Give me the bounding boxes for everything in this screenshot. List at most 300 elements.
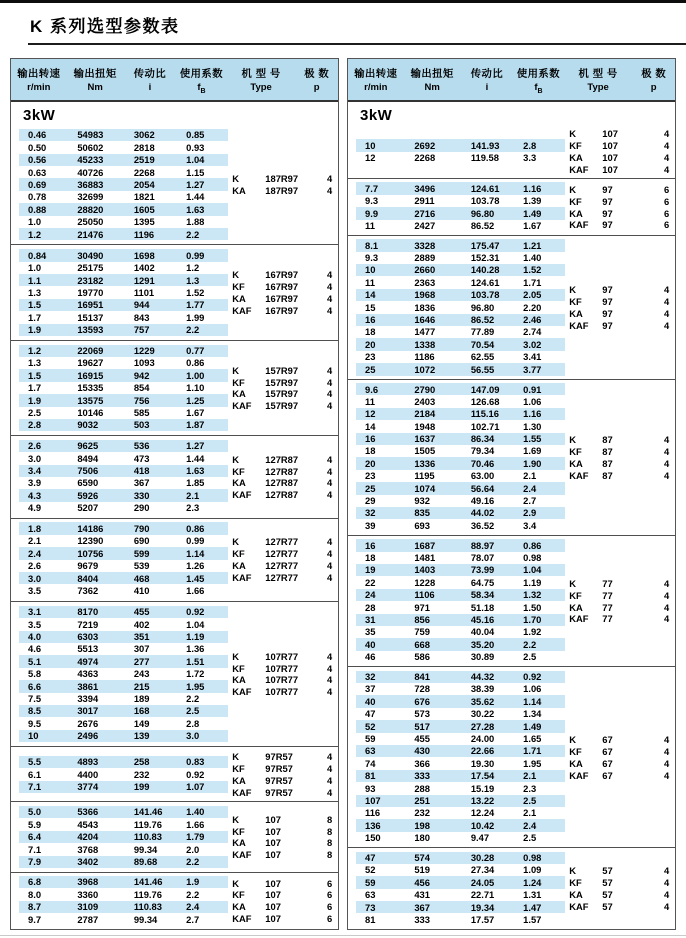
table-row [19,262,228,274]
type-list [565,670,675,844]
output-speed-cell: 11 [365,276,375,288]
table-row [356,482,565,494]
type-row [569,140,675,152]
table-row [356,207,565,219]
type-prefix: KA [232,774,246,786]
ratio-cell: 168 [133,705,150,717]
type-size: 107 [265,889,281,901]
output-speed-cell: 18 [365,552,376,564]
service-factor-cell: 0.99 [186,535,205,547]
table-row [19,522,228,534]
output-speed-cell: 32 [365,507,376,519]
ratio-cell: 99.34 [133,913,158,925]
output-speed-cell: 8.5 [28,705,42,717]
output-torque-cell: 232 [414,807,430,819]
table-row [19,166,228,178]
ratio-cell: 790 [133,522,150,534]
output-torque-cell: 430 [414,745,430,757]
service-factor-cell: 1.47 [523,901,542,913]
output-torque-cell: 1481 [414,552,436,564]
type-poles: 4 [664,589,670,601]
table-row [356,519,565,531]
output-torque-cell: 180 [414,832,430,844]
type-size: 87 [602,434,613,446]
output-torque-cell: 971 [414,601,430,613]
header-type [564,65,633,95]
type-prefix: KA [232,837,246,849]
table-row [19,730,228,742]
output-torque-cell: 676 [414,695,430,707]
type-row [569,446,675,458]
type-prefix: KA [232,901,246,913]
output-speed-cell: 16 [365,314,376,326]
output-torque-cell: 45233 [77,154,104,166]
output-speed-cell: 18 [365,326,376,338]
table-header [348,59,675,102]
header-ratio [461,65,513,95]
output-torque-cell: 15137 [77,311,104,323]
output-torque-cell: 2363 [414,276,436,288]
output-torque-cell: 1186 [414,351,435,363]
type-prefix: KF [569,445,582,457]
output-speed-cell: 1.0 [28,216,42,228]
type-poles: 4 [664,900,670,912]
output-torque-cell: 1836 [414,301,436,313]
ratio-cell: 70.46 [470,457,495,469]
service-factor-cell: 1.67 [523,219,542,231]
type-poles: 4 [664,140,670,152]
output-speed-cell: 2.1 [28,535,42,547]
type-row [569,284,675,296]
table-row [19,299,228,311]
ratio-cell: 44.32 [470,671,495,683]
ratio-cell: 56.55 [470,363,495,375]
type-size: 107 [265,901,281,913]
output-speed-cell: 20 [365,338,376,350]
ratio-cell: 1698 [133,249,155,261]
table-row [356,683,565,695]
type-prefix: K [569,434,577,446]
output-torque-cell: 19627 [77,357,104,369]
type-row [569,319,675,331]
output-speed-cell: 8.0 [28,888,42,900]
ratio-cell: 103.78 [470,195,500,207]
output-speed-cell: 93 [365,782,376,794]
service-factor-cell: 1.70 [523,614,542,626]
type-row [569,900,675,912]
type-row [569,469,675,481]
ratio-cell: 854 [133,382,150,394]
table-row [356,252,565,264]
table-row [19,369,228,381]
type-size: 97 [602,195,613,207]
type-prefix: K [569,865,577,877]
type-poles: 4 [327,453,333,465]
ratio-cell: 35.62 [470,695,495,707]
type-row [569,163,675,175]
output-torque-cell: 517 [414,720,430,732]
type-prefix: KAF [232,786,252,798]
ratio-cell: 367 [133,477,150,489]
ratio-cell: 307 [133,643,150,655]
type-poles: 4 [664,284,670,296]
type-poles: 4 [664,163,670,175]
type-list [565,539,675,663]
ratio-cell: 77.89 [470,326,495,338]
service-factor-cell: 1.2 [186,262,200,274]
output-speed-cell: 2.5 [28,407,42,419]
service-factor-cell: 2.1 [523,807,537,819]
header-ratio-unit: i [485,82,489,93]
type-size: 77 [602,577,613,589]
service-factor-cell: 1.04 [523,564,542,576]
type-size: 67 [602,745,613,757]
type-list [228,128,338,242]
output-speed-cell: 18 [365,445,376,457]
output-torque-cell: 3768 [77,843,99,855]
output-torque-cell: 16915 [77,369,104,381]
type-row [232,877,338,889]
spec-block [348,178,675,235]
type-size: 97 [602,183,613,195]
type-size: 57 [602,900,613,912]
ratio-cell: 51.18 [470,601,495,613]
table-row [19,668,228,680]
spec-block [11,601,338,747]
service-factor-cell: 3.77 [523,363,542,375]
output-torque-cell: 759 [414,626,430,638]
spec-rows [19,128,228,242]
output-torque-cell: 1477 [414,326,436,338]
type-row [569,877,675,889]
ratio-cell: 258 [133,756,150,768]
type-poles: 4 [664,757,670,769]
type-poles: 4 [327,674,333,686]
service-factor-cell: 1.44 [186,452,205,464]
output-torque-cell: 32699 [77,191,104,203]
type-row [232,901,338,913]
output-speed-cell: 3.5 [28,584,42,596]
service-factor-cell: 1.14 [523,695,542,707]
table-row [19,286,228,298]
table-row [356,495,565,507]
table-row [19,216,228,228]
ratio-cell: 38.39 [470,683,495,695]
header-poles [632,65,675,95]
type-poles: 6 [664,219,670,231]
header-output-speed-label: 输出转速 [17,69,61,80]
type-poles: 4 [327,477,333,489]
output-speed-cell: 7.9 [28,856,42,868]
service-factor-cell: 1.72 [186,668,205,680]
type-size: 107 [265,837,281,849]
output-torque-cell: 5513 [77,643,99,655]
type-prefix: KF [232,376,245,388]
type-size: 87 [602,457,613,469]
table-row [19,717,228,729]
ratio-cell: 599 [133,547,150,559]
type-prefix: K [232,364,240,376]
service-factor-cell: 1.52 [186,286,205,298]
service-factor-cell: 1.14 [186,547,205,559]
output-torque-cell: 1948 [414,420,436,432]
output-speed-cell: 0.46 [28,129,47,141]
output-torque-cell: 3360 [77,888,99,900]
output-torque-cell: 4893 [77,756,99,768]
output-speed-cell: 0.69 [28,178,47,190]
service-factor-cell: 2.2 [186,856,200,868]
ratio-cell: 22.66 [470,745,495,757]
output-torque-cell: 366 [414,757,430,769]
table-row [356,671,565,683]
type-prefix: KF [232,889,245,901]
service-factor-cell: 1.06 [523,395,542,407]
type-row [569,307,675,319]
table-row [19,440,228,452]
table-row [19,203,228,215]
type-poles: 4 [327,281,333,293]
type-size: 167R97 [265,304,299,316]
ratio-cell: 1395 [133,216,155,228]
type-poles: 4 [327,536,333,548]
table-row [356,326,565,338]
page-bottom-edge [0,935,686,936]
output-speed-cell: 7.5 [28,692,42,704]
type-prefix: KAF [569,613,589,625]
type-poles: 8 [327,837,333,849]
service-factor-cell: 1.49 [523,720,542,732]
ratio-cell: 27.34 [470,864,495,876]
output-torque-cell: 22069 [77,345,104,357]
header-type-label: 机 型 号 [241,69,281,80]
output-torque-cell: 50602 [77,141,104,153]
header-output-speed [11,65,67,95]
type-size: 57 [602,889,613,901]
type-prefix: K [232,650,240,662]
table-row [356,589,565,601]
type-prefix: KF [569,195,582,207]
table-row [19,154,228,166]
type-poles: 4 [327,774,333,786]
table-row [19,324,228,336]
service-factor-cell: 3.02 [523,338,542,350]
output-speed-cell: 5.0 [28,806,42,818]
table-row [356,276,565,288]
output-speed-cell: 1.1 [28,274,42,286]
type-row [232,489,338,501]
service-factor-cell: 1.57 [523,913,542,925]
ratio-cell: 119.76 [133,888,162,900]
type-prefix: KF [232,281,245,293]
type-poles: 4 [327,751,333,763]
type-prefix: KA [569,307,583,319]
service-factor-cell: 2.0 [186,843,200,855]
type-size: 97R57 [265,751,293,763]
header-type-unit: Type [587,82,609,93]
service-factor-cell: 1.71 [523,745,542,757]
service-factor-cell: 2.05 [523,289,542,301]
spec-rows [356,383,565,532]
ratio-cell: 468 [133,572,150,584]
table-row [19,502,228,514]
ratio-cell: 2268 [133,166,155,178]
output-torque-cell: 932 [414,495,430,507]
table-row [356,708,565,720]
ratio-cell: 585 [133,407,150,419]
type-poles: 8 [327,825,333,837]
output-speed-cell: 3.9 [28,477,42,489]
output-speed-cell: 9.9 [365,207,379,219]
output-speed-cell: 8.1 [365,239,379,251]
header-output-torque-unit: Nm [424,82,440,93]
table-row [356,152,565,164]
table-row [19,394,228,406]
type-size: 67 [602,769,613,781]
type-row [232,571,338,583]
type-poles: 4 [664,613,670,625]
type-list [565,182,675,232]
type-prefix: KF [569,589,582,601]
service-factor-cell: 1.04 [186,618,205,630]
ratio-cell: 88.97 [470,539,495,551]
service-factor-cell: 0.92 [523,671,542,683]
output-torque-cell: 14186 [77,522,104,534]
service-factor-cell: 1.3 [186,274,200,286]
service-factor-cell: 1.9 [186,876,200,888]
output-speed-cell: 0.56 [28,154,47,166]
ratio-cell: 141.93 [470,139,500,151]
type-size: 77 [602,589,613,601]
type-row [569,889,675,901]
output-torque-cell: 288 [414,782,430,794]
ratio-cell: 290 [133,502,150,514]
type-prefix: KF [232,762,245,774]
table-row [356,695,565,707]
type-poles: 4 [664,577,670,589]
output-speed-cell: 1.0 [28,262,42,274]
table-row [356,782,565,794]
type-size: 97 [602,295,613,307]
ratio-cell: 140.28 [470,264,500,276]
type-prefix: K [232,453,240,465]
type-poles: 4 [664,128,670,140]
ratio-cell: 189 [133,692,150,704]
output-speed-cell: 10 [28,730,39,742]
service-factor-cell: 1.79 [186,831,205,843]
ratio-cell: 9.47 [470,832,490,844]
type-poles: 4 [327,185,333,197]
power-section-label: 3kW [23,106,56,124]
type-row [569,195,675,207]
output-torque-cell: 3861 [77,680,99,692]
ratio-cell: 2054 [133,178,155,190]
table-row [19,631,228,643]
type-size: 157R97 [265,364,299,376]
output-torque-cell: 856 [414,614,430,626]
output-speed-cell: 6.8 [28,876,42,888]
output-torque-cell: 574 [414,852,430,863]
ratio-cell: 473 [133,452,150,464]
ratio-cell: 17.57 [470,913,495,925]
type-row [569,152,675,164]
table-row [356,507,565,519]
table-row [356,338,565,350]
type-row [232,913,338,925]
spec-blocks [11,125,338,929]
title-underline [28,43,686,45]
type-prefix: KA [569,207,583,219]
service-factor-cell: 1.95 [523,757,542,769]
output-torque-cell: 4363 [77,668,99,680]
ratio-cell: 86.52 [470,314,495,326]
type-poles: 4 [664,295,670,307]
type-row [232,662,338,674]
table-row [19,756,228,768]
ratio-cell: 40.04 [470,626,495,638]
output-speed-cell: 14 [365,289,376,301]
header-ratio [124,65,176,95]
ratio-cell: 402 [133,618,150,630]
service-factor-cell: 2.5 [523,832,537,844]
spec-rows [19,876,228,926]
service-factor-cell: 2.2 [186,692,200,704]
output-speed-cell: 12 [365,152,376,164]
table-row [356,807,565,819]
table-row [356,239,565,251]
service-factor-cell: 0.91 [523,383,542,395]
ratio-cell: 44.02 [470,507,495,519]
ratio-cell: 410 [133,584,150,596]
type-poles: 4 [664,745,670,757]
table-row [19,274,228,286]
type-size: 97 [602,207,613,219]
service-factor-cell: 2.74 [523,326,542,338]
type-poles: 4 [664,307,670,319]
type-poles: 4 [327,571,333,583]
parameters-table-right [347,58,676,930]
ratio-cell: 119.76 [133,818,162,830]
type-list [565,383,675,532]
output-speed-cell: 2.8 [28,419,42,431]
type-row [569,734,675,746]
service-factor-cell: 2.7 [523,495,537,507]
service-factor-cell: 2.5 [523,651,537,663]
type-row [569,434,675,446]
type-row [232,293,338,305]
type-size: 97R57 [265,762,293,774]
table-row [356,745,565,757]
output-torque-cell: 1336 [414,457,436,469]
type-row [569,184,675,196]
output-torque-cell: 5366 [77,806,99,818]
header-poles-label: 极 数 [304,69,330,80]
table-row [356,264,565,276]
ratio-cell: 351 [133,631,150,643]
ratio-cell: 73.99 [470,564,495,576]
output-speed-cell: 52 [365,720,376,732]
type-poles: 4 [327,400,333,412]
ratio-cell: 3062 [133,129,155,141]
output-torque-cell: 1968 [414,289,436,301]
ratio-cell: 1402 [133,262,155,274]
ratio-cell: 690 [133,535,150,547]
spec-rows [19,522,228,598]
service-factor-cell: 1.31 [523,889,542,901]
spec-block [11,340,338,435]
output-torque-cell: 13593 [77,324,104,336]
output-torque-cell: 25175 [77,262,104,274]
header-output-torque-unit: Nm [87,82,103,93]
